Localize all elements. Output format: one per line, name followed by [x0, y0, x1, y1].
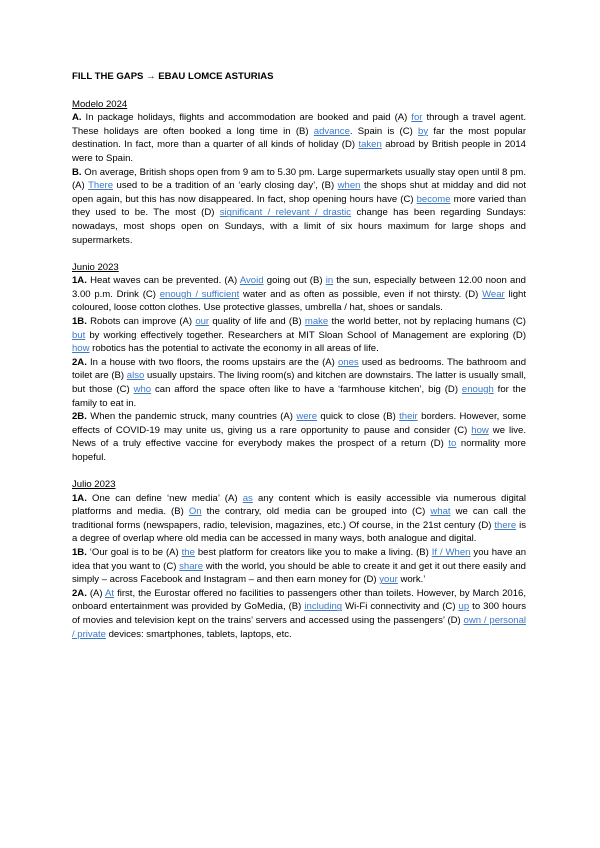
- text-run: can afford the space often like to have a ‘farmhouse kitchen’, big (D): [151, 383, 462, 395]
- gap-answer: how: [471, 424, 489, 436]
- exercise-paragraph: [72, 492, 526, 546]
- section-title: Junio 2023: [72, 261, 119, 273]
- gap-answer: to: [448, 438, 457, 450]
- gap-answer: significant / relevant / drastic: [219, 207, 352, 219]
- text-run: Heat waves can be prevented. (A): [86, 275, 240, 287]
- gap-answer: your: [379, 574, 398, 586]
- gap-answer: At: [105, 587, 115, 599]
- text-run: far the most popular destination. In fact, more than a quarter of all kinds of holiday (D): [72, 125, 526, 151]
- sections-container: [72, 98, 526, 642]
- gap-answer: There: [88, 180, 114, 192]
- gap-answer: On: [188, 506, 202, 518]
- exercise-label: A.: [72, 112, 82, 124]
- exam-section: [72, 261, 526, 465]
- text-run: In package holidays, flights and accommodation are booked and paid (A): [81, 112, 412, 124]
- section-title: Julio 2023: [72, 479, 116, 491]
- section-title: Modelo 2024: [72, 98, 128, 110]
- exercise-paragraph: [72, 410, 526, 464]
- gap-answer: the: [181, 547, 195, 558]
- exercise-paragraph: [72, 356, 526, 410]
- gap-answer: enough: [461, 383, 494, 395]
- text-run: In a house with two floors, the rooms upstairs are the (A): [86, 356, 338, 368]
- gap-answer: were: [296, 411, 318, 423]
- text-run: . Spain is (C): [349, 125, 419, 137]
- text-run: change has been regarding Sundays: nowadays, most shops open on Sundays, with a limit of six hours maximum for large shops and supermarkets.: [72, 207, 526, 246]
- text-run: through a travel agent. These holidays are often booked a long time in (B): [72, 112, 526, 137]
- exercise-paragraph: [72, 546, 526, 587]
- gap-answer: there: [494, 519, 517, 531]
- gap-answer: in: [325, 275, 334, 287]
- text-run: with the world, you should be able to create it and get it out there easily and simply – across Facebook and Instagram – and then earn money for (D): [72, 560, 526, 586]
- exercise-label: 1B.: [72, 547, 87, 558]
- gap-answer: taken: [358, 139, 382, 151]
- document-page: [72, 70, 526, 655]
- text-run: water and as often as possible, even if not thirsty. (D): [239, 288, 483, 300]
- text-run: Robots can improve (A): [86, 316, 196, 327]
- exercise-label: 1A.: [72, 492, 87, 504]
- text-run: When the pandemic struck, many countries (A): [86, 411, 297, 423]
- gap-answer: advance: [313, 125, 350, 137]
- text-run: best platform for creators like you to make a living. (B): [194, 547, 432, 558]
- gap-answer: If / When: [431, 547, 471, 558]
- gap-answer: their: [399, 411, 418, 423]
- exercise-paragraph: [72, 315, 526, 356]
- gap-answer: our: [195, 316, 210, 327]
- gap-answer: including: [304, 601, 343, 613]
- page-title: FILL THE GAPS → EBAU LOMCE ASTURIAS: [72, 71, 274, 82]
- exercise-label: 1B.: [72, 316, 87, 327]
- text-run: the sun, especially between 12.00 noon and 3.00 p.m. Drink (C): [72, 275, 526, 300]
- gap-answer: ones: [337, 356, 359, 368]
- exercise-label: 2B.: [72, 411, 87, 423]
- gap-answer: by: [418, 125, 429, 137]
- text-run: work.’: [397, 574, 426, 586]
- text-run: (A): [86, 587, 106, 599]
- exercise-paragraph: [72, 166, 526, 248]
- text-run: going out (B): [263, 275, 326, 287]
- gap-answer: become: [416, 193, 451, 205]
- gap-answer: enough / sufficient: [159, 288, 240, 300]
- text-run: borders. However, some effects of COVID-19 may unite us, giving us a rare opportunity to pause and consider (C): [72, 411, 527, 436]
- exam-section: [72, 478, 526, 641]
- gap-answer: what: [430, 506, 451, 518]
- gap-answer: share: [179, 560, 204, 572]
- text-run: light coloured, loose cotton clothes. Use protective glasses, umbrella / hat, shoes or sandals.: [72, 288, 526, 314]
- text-run: you have an idea that you want to (C): [72, 547, 527, 572]
- text-run: used as bedrooms. The bathroom and toilet are (B): [72, 356, 527, 382]
- gap-answer: also: [126, 370, 145, 382]
- text-run: On average, British shops open from 9 am to 5.30 pm. Large supermarkets usually stay open until 8 pm. (A): [72, 166, 526, 192]
- text-run: more varied than they used to be. The most (D): [72, 193, 527, 219]
- text-run: robotics has the potential to activate the economy in all areas of life.: [89, 343, 379, 355]
- gap-answer: make: [304, 316, 329, 327]
- gap-answer: but: [72, 329, 86, 341]
- text-run: Wi-Fi connectivity and (C): [342, 601, 459, 613]
- text-run: to 300 hours of movies and television kept on the trains’ servers and accessed using the passengers’ (D): [72, 601, 527, 626]
- text-run: usually upstairs. The living room(s) and kitchen are downstairs. The latter is usually small, but those (C): [72, 370, 527, 395]
- gap-answer: when: [337, 180, 361, 192]
- exam-section: [72, 98, 526, 248]
- gap-answer: up: [458, 601, 470, 613]
- text-run: normality more hopeful.: [72, 438, 526, 463]
- gap-answer: how: [72, 343, 90, 355]
- exercise-paragraph: [72, 111, 526, 165]
- text-run: for the family to eat in.: [72, 383, 527, 409]
- exercise-label: B.: [72, 166, 82, 178]
- text-run: we live. News of a truly effective vaccine for everybody makes the prospect of a return (D): [72, 424, 526, 450]
- text-run: One can define ‘new media’ (A): [86, 492, 243, 504]
- text-run: first, the Eurostar offered no facilities to passengers other than toilets. However, by March 2016, onboard entertainment was provided by GoMedia, (B): [72, 587, 526, 613]
- gap-answer: Wear: [482, 288, 505, 300]
- text-run: quick to close (B): [317, 411, 400, 423]
- exercise-paragraph: [72, 587, 526, 641]
- text-run: we can call the traditional forms (newspapers, radio, television, magazines, etc.) Of course, in the 21st century (D): [72, 506, 526, 531]
- text-run: any content which is easily accessible via numerous digital platforms and media. (B): [72, 492, 527, 518]
- text-run: is a degree of overlap where old media can be accessed in many ways, both analogue and digital.: [72, 519, 526, 545]
- exercise-label: 2A.: [72, 356, 87, 368]
- text-run: quality of life and (B): [209, 316, 305, 327]
- text-run: abroad by British people in 2014 were to Spain.: [72, 139, 526, 164]
- gap-answer: own / personal / private: [72, 614, 527, 640]
- exercise-paragraph: [72, 274, 526, 315]
- text-run: used to be a tradition of an ‘early closing day’, (B): [113, 180, 338, 192]
- text-run: the shops shut at midday and did not open again, but this has now disappeared. In fact, shop opening hours have (C): [72, 180, 526, 205]
- text-run: by working effectively together. Researchers at MIT Sloan School of Management are exploring (D): [85, 329, 526, 341]
- text-run: ‘Our goal is to be (A): [86, 547, 182, 558]
- text-run: devices: smartphones, tablets, laptops, etc.: [105, 628, 292, 640]
- gap-answer: for: [411, 112, 423, 124]
- gap-answer: Avoid: [239, 275, 264, 287]
- exercise-label: 1A.: [72, 275, 87, 287]
- gap-answer: as: [242, 492, 253, 504]
- gap-answer: who: [133, 383, 152, 395]
- exercise-label: 2A.: [72, 587, 87, 599]
- text-run: the world better, not by replacing humans (C): [328, 316, 526, 327]
- text-run: the contrary, old media can be grouped into (C): [201, 506, 431, 518]
